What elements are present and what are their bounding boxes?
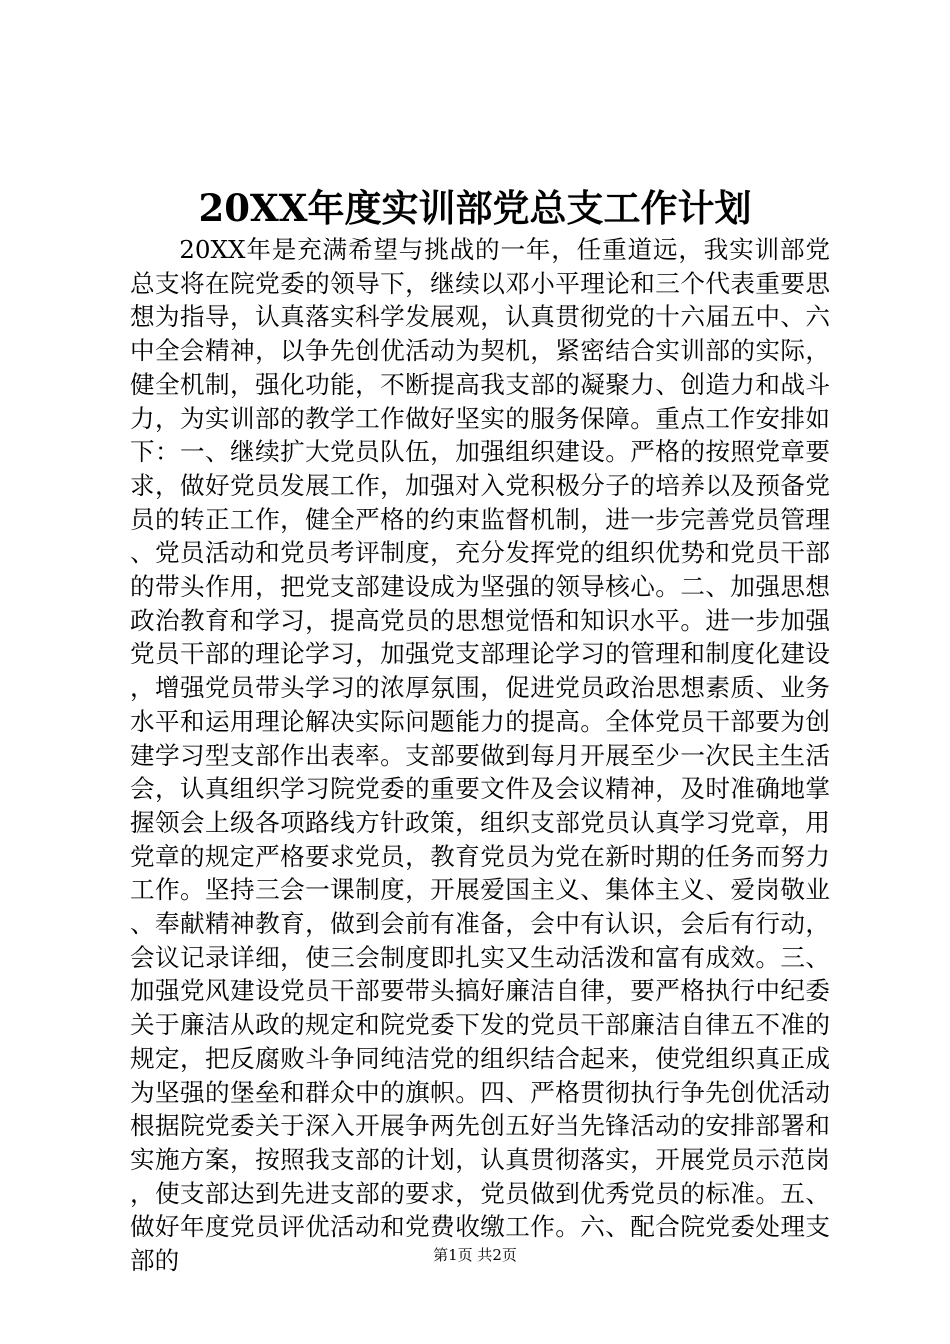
document-body: 20XX年是充满希望与挑战的一年，任重道远，我实训部党总支将在院党委的领导下，继续以邓小平理论和三个代表重要思想为指导，认真落实科学发展观，认真贯彻党的十六届五中、六中全会精神，以争先创优活动为契机，紧密结合实训部的实际，健全机制，强化功能，不断提高我支部的凝聚力、创造力和战斗力，为实训部的教学工作做好坚实的服务保障。重点工作安排如下：一、继续扩大党员队伍，加强组织建设。严格的按照党章要求，做好党员发展工作，加强对入党积极分子的培养以及预备党员的转正工作，健全严格的约束监督机制，进一步完善党员管理、党员活动和党员考评制度，充分发挥党的组织优势和党员干部的带头作用，把党支部建设成为坚强的领导核心。二、加强思想政治教育和学习，提高党员的思想觉悟和知识水平。进一步加强党员干部的理论学习，加强党支部理论学习的管理和制度化建设，增强党员带头学习的浓厚氛围，促进党员政治思想素质、业务水平和运用理论解决实际问题能力的提高。全体党员干部要为创建学习型支部作出表率。支部要做到每月开展至少一次民主生活会，认真组织学习院党委的重要文件及会议精神，及时准确地掌握领会上级各项路线方针政策，组织支部党员认真学习党章，用党章的规定严格要求党员，教育党员为党在新时期的任务而努力工作。坚持三会一课制度，开展爱国主义、集体主义、爱岗敬业、奉献精神教育，做到会前有准备，会中有认识，会后有行动，会议记录详细，使三会制度即扎实又生动活泼和富有成效。三、加强党风建设党员干部要带头搞好廉洁自律，要严格执行中纪委关于廉洁从政的规定和院党委下发的党员干部廉洁自律五不准的规定，把反腐败斗争同纯洁党的组织结合起来，使党组织真正成为坚强的堡垒和群众中的旗帜。四、严格贯彻执行争先创优活动根据院党委关于深入开展争两先创五好当先锋活动的安排部署和实施方案，按照我支部的计划，认真贯彻落实，开展党员示范岗，使支部达到先进支部的要求，党员做到优秀党员的标准。五、做好年度党员评优活动和党费收缴工作。六、配合院党委处理支部的 (130, 235, 830, 1276)
page-indicator: 第1页 共2页 (433, 1246, 517, 1264)
document-title: 20XX年度实训部党总支工作计划 (198, 186, 752, 230)
